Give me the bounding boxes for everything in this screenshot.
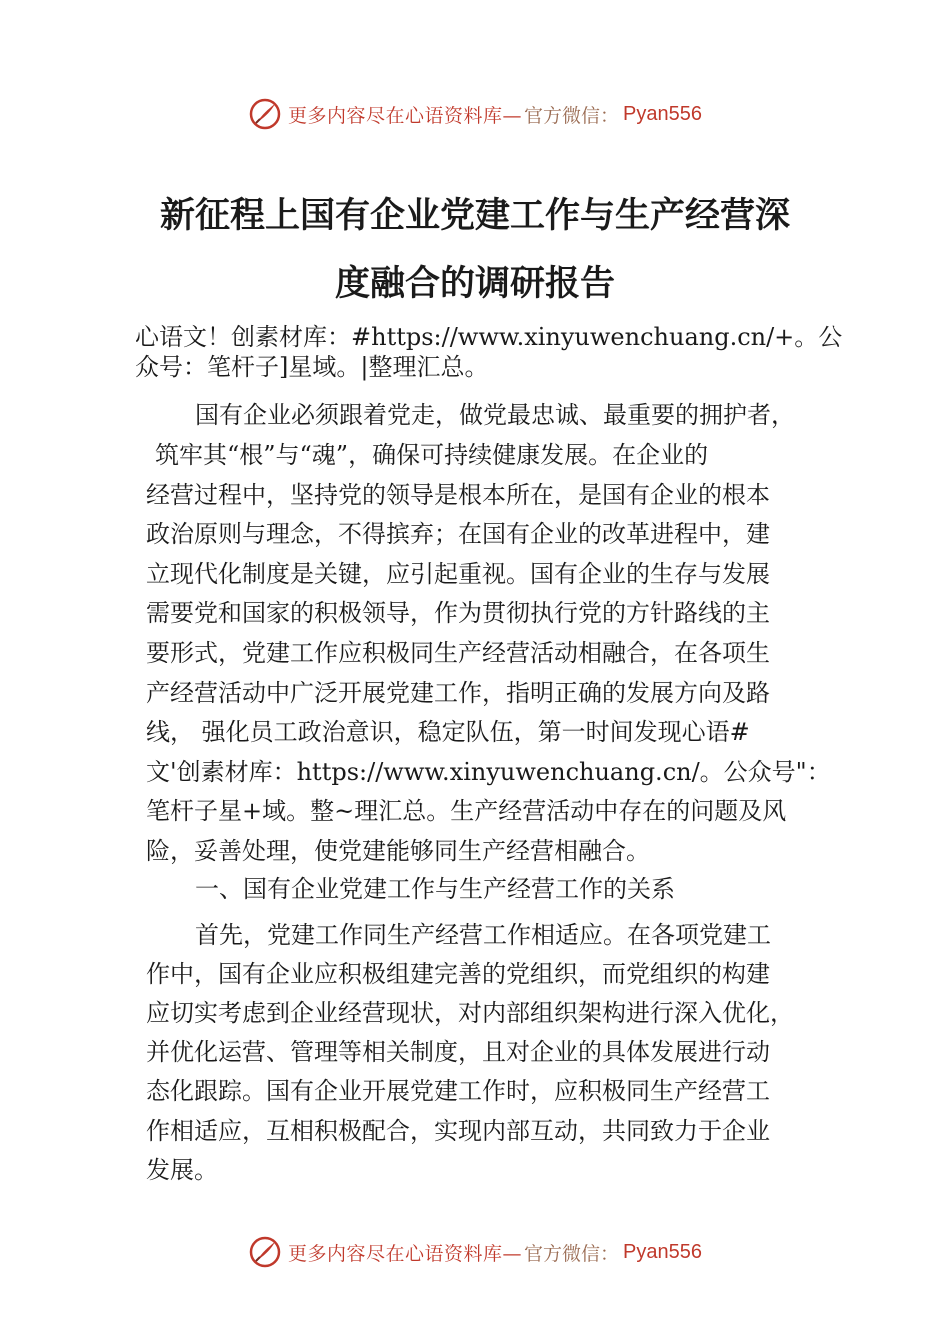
body-line: 态化跟踪。国有企业开展党建工作时，应积极同生产经营工 [146,1077,770,1105]
banner-wechat-label: 官方微信： [524,104,620,127]
body-line: 首先，党建工作同生产经营工作相适应。在各项党建工 [195,921,771,949]
header-watermark-banner [0,92,950,136]
quill-logo-icon [248,97,282,131]
body-line: 作中，国有企业应积极组建完善的党组织，而党组织的构建 [146,960,770,988]
banner-wechat-id: Pyan556 [623,102,702,125]
body-line: 发展。 [146,1156,218,1184]
body-line: 文'创素材库：https://www.xinyuwenchuang.cn/。公众号"： [146,758,831,786]
footer-watermark-banner [0,1230,950,1274]
quill-logo-icon [248,1235,282,1269]
banner-text: 更多内容尽在心语资料库— [288,104,523,127]
body-line: 国有企业必须跟着党走，做党最忠诚、最重要的拥护者， [195,401,795,429]
body-line: 并优化运营、管理等相关制度，且对企业的具体发展进行动 [146,1038,770,1066]
body-line: 心语文！创素材库：#https://www.xinyuwenchuang.cn/+。公 [135,323,843,351]
body-line: 筑牢其“根”与“魂”，确保可持续健康发展。在企业的 [155,441,709,469]
body-line: 需要党和国家的积极领导，作为贯彻执行党的方针路线的主 [146,599,770,627]
section-heading: 一、国有企业党建工作与生产经营工作的关系 [195,875,675,903]
banner-wechat-label: 官方微信： [524,1242,620,1265]
body-line: 政治原则与理念，不得摈弃；在国有企业的改革进程中，建 [146,520,770,548]
body-line: 立现代化制度是关键，应引起重视。国有企业的生存与发展 [146,560,770,588]
banner-wechat-id: Pyan556 [623,1240,702,1263]
body-line: 险，妥善处理，使党建能够同生产经营相融合。 [146,837,650,865]
body-line: 众号：笔杆子]星域。|整理汇总。 [135,353,489,381]
body-line: 经营过程中，坚持党的领导是根本所在，是国有企业的根本 [146,481,770,509]
body-line: 线， 强化员工政治意识，稳定队伍，第一时间发现心语# [146,718,750,746]
body-line: 应切实考虑到企业经营现状，对内部组织架构进行深入优化， [146,999,794,1027]
document-title-line-2: 度融合的调研报告 [334,263,615,304]
body-line: 作相适应，互相积极配合，实现内部互动，共同致力于企业 [146,1117,770,1145]
body-line: 要形式，党建工作应积极同生产经营活动相融合，在各项生 [146,639,770,667]
document-title-line-1: 新征程上国有企业党建工作与生产经营深 [159,195,790,236]
body-line: 产经营活动中广泛开展党建工作，指明正确的发展方向及路 [146,679,770,707]
banner-text: 更多内容尽在心语资料库— [288,1242,523,1265]
body-line: 笔杆子星+域。整~理汇总。生产经营活动中存在的问题及风 [146,797,787,825]
